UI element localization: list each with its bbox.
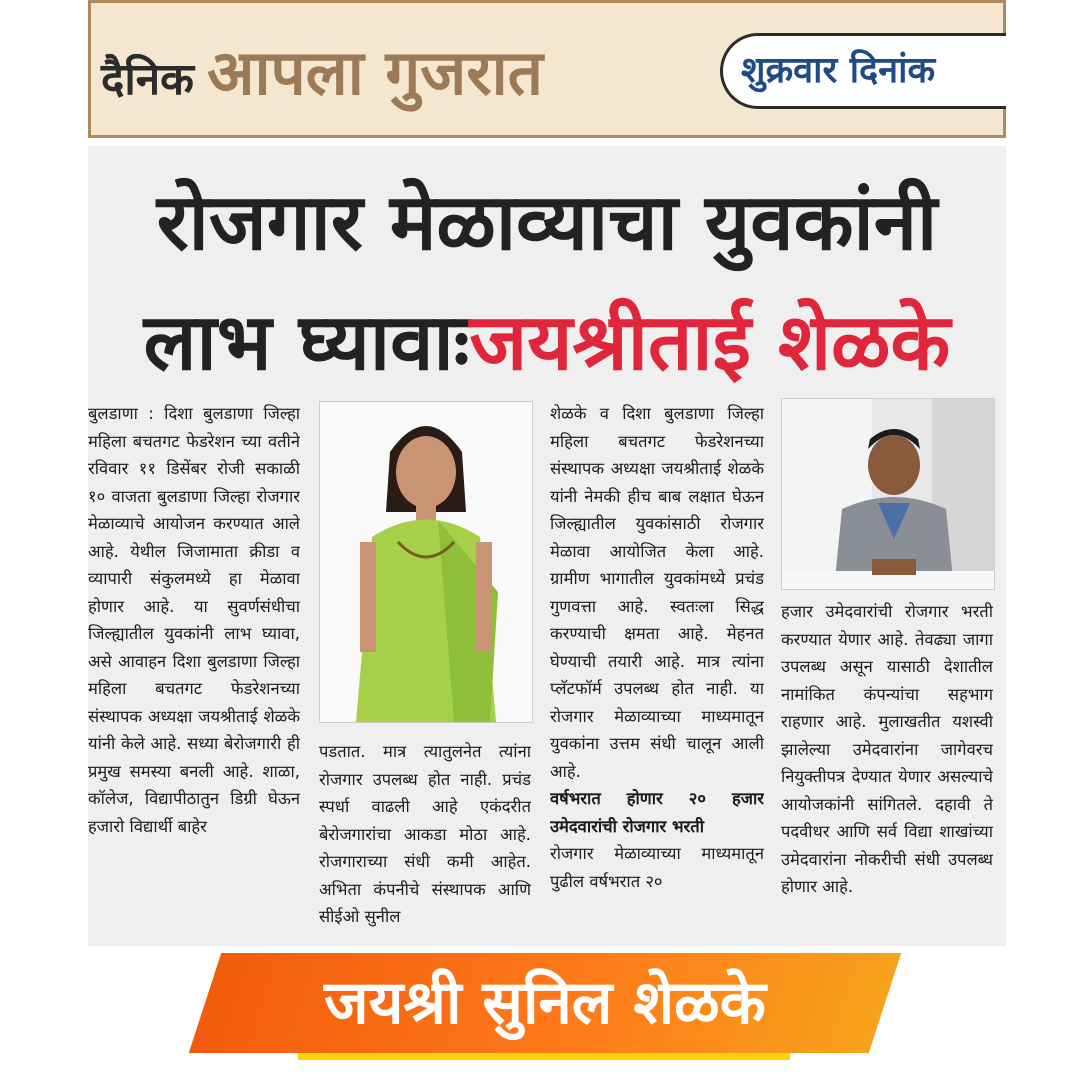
headline-line-2-black: लाभ घ्यावाः <box>143 298 470 388</box>
masthead-title-group <box>101 29 543 113</box>
headline-line-2-red: जयश्रीताई शेळके <box>469 298 951 388</box>
man-portrait-photo <box>781 398 995 590</box>
man-portrait-icon <box>782 399 994 589</box>
headline-line-2 <box>88 286 1006 392</box>
name-banner-text: जयश्री सुनिल शेळके <box>324 968 766 1038</box>
masthead-newspaper-name: आपला गुजरात <box>207 36 544 109</box>
article-sheet <box>88 146 1006 946</box>
article-column-2: पडतात. मात्र त्यातुलनेत त्यांना रोजगार उपलब्ध होत नाही. प्रचंड स्पर्धा वाढली आहे एकंदरीत बेरोजगारांचा आकडा मोठा आहे. रोजगाराच्या संधी कमी आहेत. अभिता कंपनीचे संस्थापक आणि सीईओ सुनील <box>319 742 531 926</box>
article-column-1: बुलडाणा : दिशा बुलडाणा जिल्हा महिला बचतगट फेडरेशन च्या वतीने रविवार ११ डिसेंबर रोजी सकाळी १० वाजता बुलडाणा जिल्हा रोजगार मेळाव्याचे आयोजन करण्यात आले आहे. येथील जिजामाता क्रीडा व व्यापारी संकुलमध्ये हा मेळावा होणार आहे. या सुवर्णसंधीचा जिल्ह्यातील युवकांनी लाभ घ्यावा, असे आवाहन दिशा बुलडाणा जिल्हा महिला बचतगट फेडरेशनच्या संस्थापक अध्यक्षा जयश्रीताई शेळके यांनी केले आहे. सध्या बेरोजगारी ही प्रमुख समस्या बनली आहे. शाळा, कॉलेज, विद्यापीठातुन डिग्री घेऊन हजारो विद्यार्थी बाहेर <box>88 404 300 836</box>
article-column-3-continued: रोजगार मेळाव्याच्या माध्यमातून पुढील वर्षभरात २० <box>550 844 764 891</box>
masthead-date-label: शुक्रवार दिनांक <box>720 33 1006 109</box>
masthead-daily-label: दैनिक <box>101 54 194 105</box>
article-column-3-body: शेळके व दिशा बुलडाणा जिल्हा महिला बचतगट फेडरेशनच्या संस्थापक अध्यक्षा जयश्रीताई शेळके यांनी नेमकी हीच बाब लक्षात घेऊन जिल्ह्यातील युवकांसाठी रोजगार मेळावा आयोजित केला आहे. ग्रामीण भागातील युवकांमध्ये प्रचंड गुणवत्ता आहे. स्वतःला सिद्ध करण्याची क्षमता आहे. मेहनत घेण्याची तयारी आहे. मात्र त्यांना प्लॅटफॉर्म उपलब्ध होत नाही. या रोजगार मेळाव्याच्या माध्यमातून युवकांना उत्तम संधी चालून आली आहे. <box>550 404 764 781</box>
woman-portrait-icon <box>320 402 532 722</box>
name-banner-underline <box>298 1053 790 1060</box>
article-column-3 <box>550 400 764 940</box>
article-subheading: वर्षभरात होणार २० हजार उमेदवारांची रोजगार भरती <box>550 789 764 836</box>
woman-portrait-photo <box>319 401 533 723</box>
newspaper-masthead <box>88 0 1006 138</box>
headline-line-1: रोजगार मेळाव्याचा युवकांनी <box>156 178 938 268</box>
article-column-4: हजार उमेदवारांची रोजगार भरती करण्यात येणार आहे. तेवढ्या जागा उपलब्ध असून यासाठी देशातील नामांकित कंपन्यांचा सहभाग राहणार आहे. मुलाखतीत यशस्वी झालेल्या उमेदवारांना जागेवरच नियुक्तीपत्र देण्यात येणार असल्याचे आयोजकांनी सांगितले. दहावी ते पदवीधर आणि सर्व विद्या शाखांच्या उमेदवारांना नोकरीची संधी उपलब्ध होणार आहे. <box>781 602 993 896</box>
